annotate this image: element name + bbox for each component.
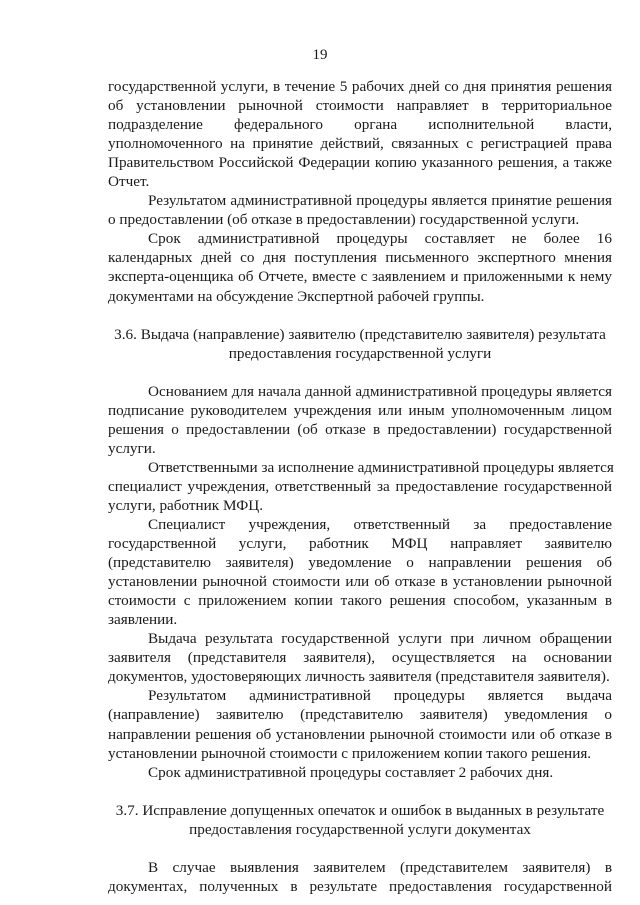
paragraph-continuation xyxy=(108,77,612,191)
text-line: услуги, работник МФЦ. xyxy=(108,496,264,514)
heading-line: предоставления государственной услуги xyxy=(228,344,492,362)
text-line: Срок административной процедуры составляет не более 16 xyxy=(148,230,612,248)
text-line: заявлении. xyxy=(108,611,178,629)
paragraph-issuance xyxy=(108,629,612,686)
text-line: подразделение федерального органа исполнительной власти, xyxy=(108,116,612,134)
paragraph-result xyxy=(108,191,612,229)
text-line: эксперта-оценщика об Отчете, вместе с заявлением и приложенными к нему xyxy=(108,268,612,286)
paragraph-notification xyxy=(108,515,612,629)
text-line: стоимости с приложением копии такого решения способом, указанным в xyxy=(108,592,612,610)
text-line: документами на обсуждение Экспертной рабочей группы. xyxy=(108,287,485,305)
spacer xyxy=(108,363,612,382)
text-line: В случае выявления заявителем (представителем заявителя) в xyxy=(148,858,612,876)
text-line: решения о предоставлении (об отказе в предоставлении) государственной xyxy=(108,420,612,438)
document-body xyxy=(108,77,612,896)
text-line: о предоставлении (об отказе в предоставлении) государственной услуги. xyxy=(108,211,580,229)
spacer xyxy=(108,782,612,801)
paragraph-procedure-result xyxy=(108,686,612,762)
paragraph-errors xyxy=(108,858,612,896)
text-line: Основанием для начала данной административной процедуры является xyxy=(148,382,612,400)
text-line: установлении рыночной стоимости с приложением копии такого решения. xyxy=(108,744,592,762)
page-number: 19 xyxy=(312,47,328,63)
text-line: государственной услуги, в течение 5 рабочих дней со дня принятия решения xyxy=(108,78,612,95)
heading-line: 3.7. Исправление допущенных опечаток и ошибок в выданных в результате xyxy=(115,801,605,819)
text-line: специалист учреждения, ответственный за предоставление государственной xyxy=(108,477,612,495)
paragraph-responsible xyxy=(108,458,612,515)
text-line: Результатом административной процедуры является выдача xyxy=(148,687,612,705)
text-line: Специалист учреждения, ответственный за предоставление xyxy=(148,515,612,533)
text-line: Правительством Российской Федерации копию указанного решения, а также xyxy=(108,154,612,172)
text-line: заявителя (представителя заявителя), осуществляется на основании xyxy=(108,649,612,667)
text-line: Результатом административной процедуры является принятие решения xyxy=(148,192,612,210)
text-line: установлении рыночной стоимости или об отказе в установлении рыночной xyxy=(108,573,612,591)
paragraph-term xyxy=(108,229,612,305)
paragraph-duration xyxy=(108,763,612,782)
section-heading-3-6 xyxy=(108,325,612,363)
spacer xyxy=(108,306,612,325)
text-line: Отчет. xyxy=(108,173,150,191)
text-line: уполномоченного на принятие действий, связанных с регистрацией права xyxy=(108,135,612,153)
text-line: календарных дней со дня поступления письменного экспертного мнения xyxy=(108,249,612,267)
text-line: (представителю заявителя) уведомление о направлении решения об xyxy=(108,554,612,572)
text-line: документов, удостоверяющих личность заявителя (представителя заявителя). xyxy=(108,668,610,686)
text-line: Выдача результата государственной услуги при личном обращении xyxy=(148,630,612,648)
section-heading-3-7 xyxy=(108,801,612,839)
heading-line: предоставления государственной услуги документах xyxy=(189,820,531,838)
spacer xyxy=(108,839,612,858)
text-line: услуги. xyxy=(108,439,156,457)
text-line: Срок административной процедуры составляет 2 рабочих дня. xyxy=(148,763,554,781)
paragraph-basis xyxy=(108,382,612,458)
text-line: (направление) заявителю (представителю заявителя) уведомления о xyxy=(108,706,612,724)
text-line: об установлении рыночной стоимости направляет в территориальное xyxy=(108,97,612,115)
text-line: Ответственными за исполнение административной процедуры является xyxy=(148,458,614,476)
heading-line: 3.6. Выдача (направление) заявителю (представителю заявителя) результата xyxy=(114,325,606,343)
text-line: направлении решения об установлении рыночной стоимости или об отказе в xyxy=(108,725,612,743)
text-line: государственной услуги, работник МФЦ направляет заявителю xyxy=(108,535,612,553)
text-line: документах, полученных в результате предоставления государственной xyxy=(108,877,612,895)
text-line: подписание руководителем учреждения или иным уполномоченным лицом xyxy=(108,401,612,419)
